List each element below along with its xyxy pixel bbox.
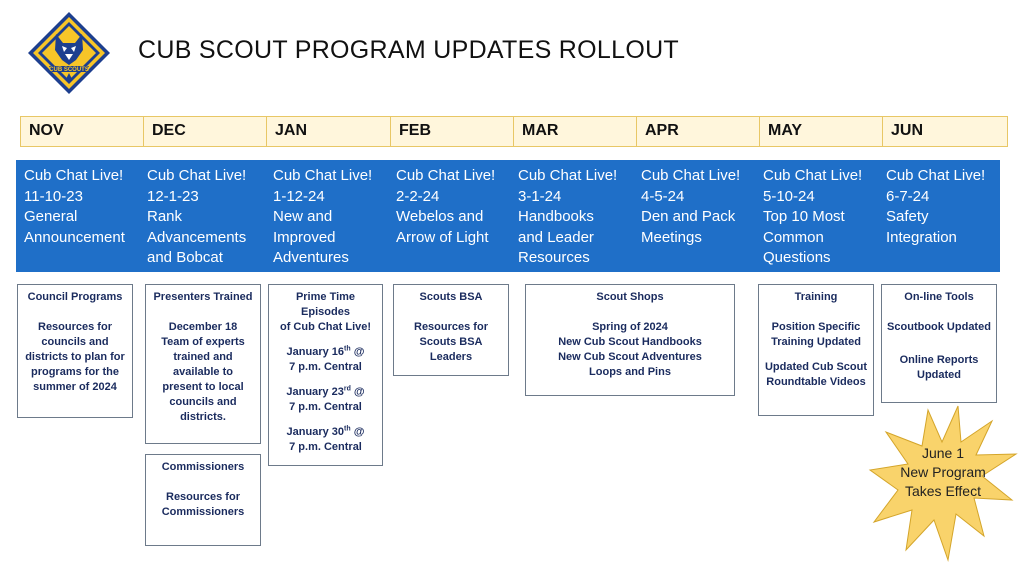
box-line: trained and: [173, 351, 233, 363]
event-title: Cub Chat Live!: [518, 167, 618, 184]
event-date: 5-10-24: [763, 187, 815, 205]
event-topic: Adventures: [273, 249, 349, 266]
session-time: 7 p.m. Central: [289, 441, 362, 453]
event-title: Cub Chat Live!: [763, 167, 863, 184]
event-jun: [878, 160, 1000, 272]
box-line: Scoutbook Updated: [887, 321, 991, 333]
event-topic: Webelos and: [396, 208, 484, 225]
box-line: Resources for: [38, 321, 112, 333]
box-line: summer of 2024: [33, 381, 117, 393]
event-nov: [16, 160, 139, 272]
event-dec: [139, 160, 265, 272]
box-heading: Training: [794, 291, 838, 303]
box-heading: Prime Time Episodes: [295, 291, 356, 318]
event-date: 12-1-23: [147, 187, 199, 205]
session-date: January 23rd @: [286, 385, 365, 398]
event-topic: Rank: [147, 208, 183, 225]
event-title: Cub Chat Live!: [641, 167, 741, 184]
session-date: January 30th @: [286, 425, 365, 438]
box-line: councils and: [169, 396, 237, 408]
starburst-line: Takes Effect: [904, 483, 981, 499]
event-topic: Advancements: [147, 228, 247, 246]
presenters-trained-box: [145, 284, 261, 444]
box-line: available to: [173, 366, 233, 378]
event-date: 3-1-24: [518, 187, 562, 205]
box-line: Roundtable Videos: [766, 376, 866, 388]
box-line: Updated: [917, 369, 961, 381]
box-heading: Presenters Trained: [153, 291, 253, 303]
event-date: 6-7-24: [886, 187, 930, 205]
event-title: Cub Chat Live!: [273, 167, 373, 184]
event-topic: and Leader: [518, 228, 594, 246]
cub-chat-live-band: [16, 160, 1000, 272]
event-date: 1-12-24: [273, 187, 325, 205]
event-mar: [510, 160, 633, 272]
logo-text: CUB SCOUTS: [49, 67, 89, 73]
commissioners-box: [145, 454, 261, 546]
month-nov: NOV: [21, 117, 144, 146]
box-heading: Commissioners: [161, 461, 245, 473]
event-topic: Safety: [886, 208, 929, 225]
event-topic: Arrow of Light: [396, 228, 489, 246]
event-topic: Top 10 Most: [763, 208, 845, 225]
cub-scouts-logo: [26, 10, 112, 96]
event-topic: Den and Pack: [641, 208, 736, 225]
box-heading: of Cub Chat Live!: [279, 321, 372, 333]
box-line: present to local: [162, 381, 244, 393]
box-line: Spring of 2024: [592, 321, 668, 333]
event-title: Cub Chat Live!: [24, 167, 124, 184]
box-line: December 18: [168, 321, 238, 333]
starburst-line: June 1: [921, 445, 965, 461]
box-line: Team of experts: [161, 336, 245, 348]
event-date: 4-5-24: [641, 187, 685, 205]
event-topic: Resources: [518, 249, 590, 266]
event-may: [755, 160, 878, 272]
box-heading: Scouts BSA: [419, 291, 483, 303]
event-topic: Integration: [886, 228, 957, 246]
session-time: 7 p.m. Central: [289, 401, 362, 413]
event-feb: [388, 160, 510, 272]
scout-shops-box: [525, 284, 735, 396]
box-heading: On-line Tools: [904, 291, 974, 303]
scouts-bsa-box: [393, 284, 509, 376]
month-jan: JAN: [267, 117, 391, 146]
month-may: MAY: [760, 117, 883, 146]
month-apr: APR: [637, 117, 760, 146]
training-box: [758, 284, 874, 416]
box-line: Training Updated: [771, 336, 861, 348]
event-topic: General: [24, 208, 78, 225]
council-programs-box: [17, 284, 133, 418]
event-jan: [265, 160, 388, 272]
box-line: Scouts BSA Leaders: [419, 336, 483, 363]
event-date: 2-2-24: [396, 187, 440, 205]
event-topic: Announcement: [24, 228, 125, 246]
event-title: Cub Chat Live!: [147, 167, 247, 184]
box-line: New Cub Scout Adventures: [558, 351, 702, 363]
month-feb: FEB: [391, 117, 514, 146]
online-tools-box: [881, 284, 997, 403]
event-topic: Questions: [763, 249, 831, 266]
box-line: Online Reports: [899, 354, 979, 366]
event-apr: [633, 160, 755, 272]
session-time: 7 p.m. Central: [289, 361, 362, 373]
box-heading: Scout Shops: [596, 291, 664, 303]
box-line: Commissioners: [161, 506, 245, 518]
month-mar: MAR: [514, 117, 637, 146]
box-line: programs for the: [30, 366, 119, 378]
box-line: Loops and Pins: [589, 366, 671, 378]
month-dec: DEC: [144, 117, 267, 146]
session-date: January 16th @: [286, 345, 365, 358]
box-heading: Council Programs: [27, 291, 123, 303]
starburst-line: New Program: [900, 464, 986, 480]
box-line: Position Specific: [771, 321, 861, 333]
event-topic: and Bobcat: [147, 249, 223, 266]
event-topic: Meetings: [641, 228, 702, 246]
event-title: Cub Chat Live!: [396, 167, 496, 184]
box-line: districts.: [180, 411, 226, 423]
event-title: Cub Chat Live!: [886, 167, 986, 184]
box-line: councils and: [41, 336, 109, 348]
month-jun: JUN: [891, 122, 924, 139]
month-header-row: [20, 116, 1008, 147]
event-topic: Common: [763, 228, 824, 246]
prime-time-episodes-box: [268, 284, 383, 466]
box-line: districts to plan for: [25, 351, 125, 363]
starburst-text: [868, 444, 1018, 501]
box-line: Updated Cub Scout: [764, 361, 868, 373]
box-line: New Cub Scout Handbooks: [558, 336, 702, 348]
event-topic: New and: [273, 208, 333, 225]
page-title: CUB SCOUT PROGRAM UPDATES ROLLOUT: [138, 36, 679, 64]
event-topic: Handbooks: [518, 208, 594, 225]
box-line: Resources for: [414, 321, 488, 333]
event-date: 11-10-23: [24, 187, 83, 205]
box-line: Resources for: [166, 491, 240, 503]
event-topic: Improved: [273, 228, 336, 246]
